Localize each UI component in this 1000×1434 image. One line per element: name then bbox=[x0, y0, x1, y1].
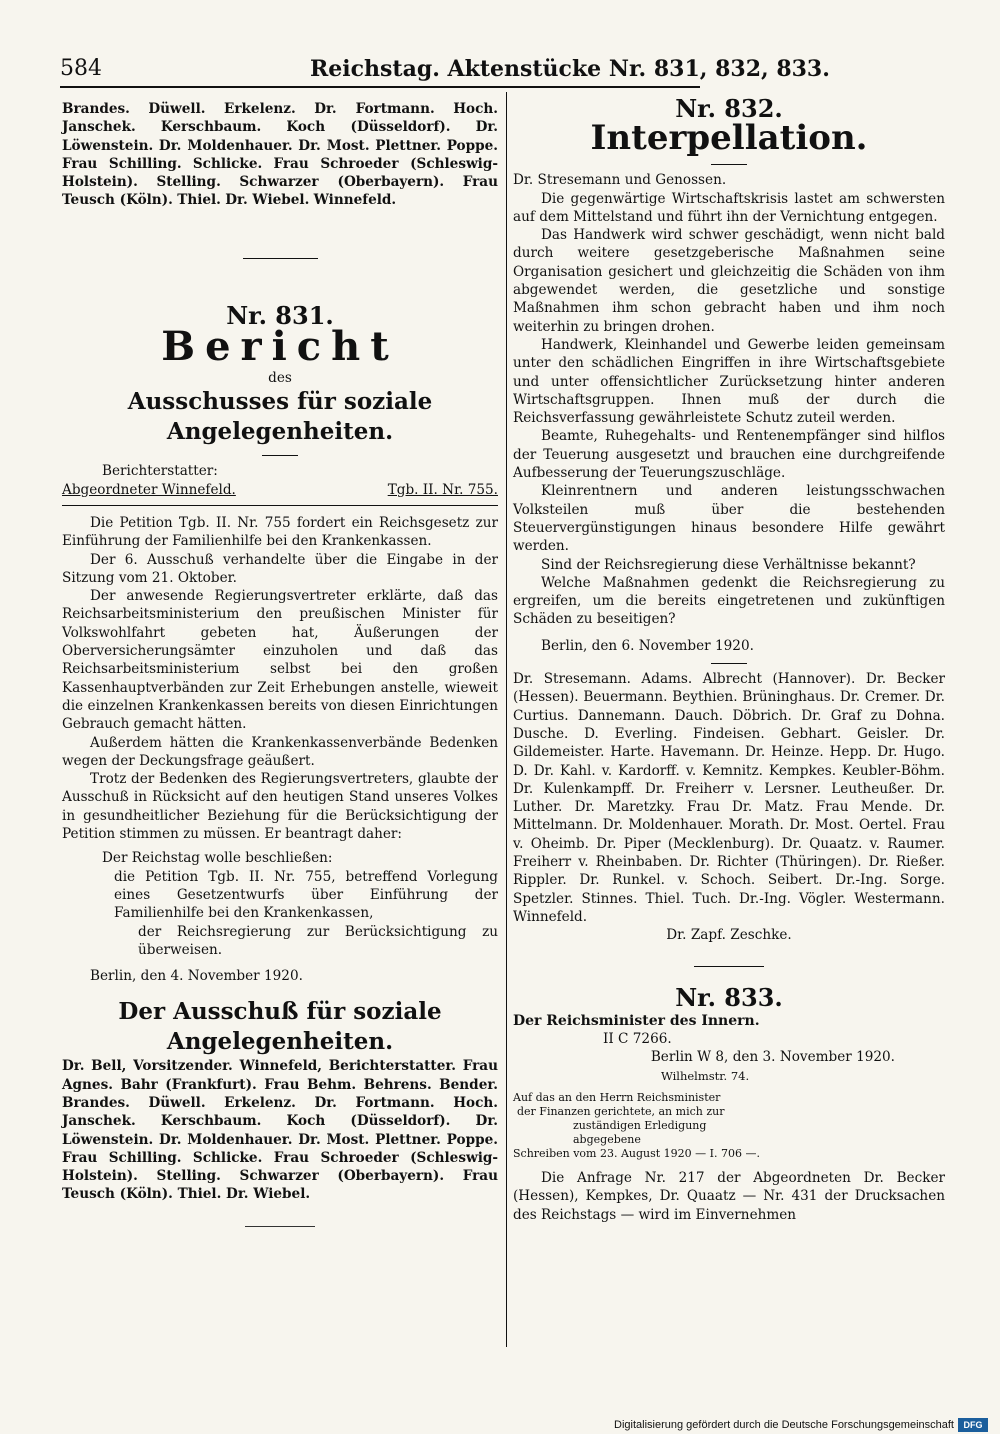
names-top bbox=[62, 100, 498, 210]
date-line: Berlin, den 6. November 1920. bbox=[541, 637, 754, 654]
paragraph: Das Handwerk wird schwer geschädigt, wenn nicht bald durch weitere gesetzgeberische Maßnahmen seine Organisation gesichert und gleichzeitig die Schäden von ihm abgewendet werden, die gesetzliche und sonstige Maßnahmen ihm schon gebracht haben und ihm noch weiterhin zu bringen drohen. bbox=[513, 227, 945, 335]
rapporteur-label: Berichterstatter: bbox=[102, 463, 218, 480]
street-address: Wilhelmstr. 74. bbox=[661, 1068, 750, 1083]
left-column bbox=[62, 100, 498, 1227]
reference-number: Tgb. II. Nr. 755. bbox=[387, 481, 498, 498]
member-name: Dr. Löwenstein. bbox=[62, 119, 499, 154]
member-name: Hoch. bbox=[453, 101, 498, 117]
member-name: Frau Schroeder (Schleswig-Holstein). bbox=[62, 155, 498, 191]
des-label: des bbox=[268, 370, 292, 387]
rapporteur-row bbox=[62, 481, 498, 499]
member-name: Düwell. bbox=[148, 101, 206, 117]
place-date: Berlin W 8, den 3. November 1920. bbox=[650, 1049, 895, 1066]
note-line: Auf das an den Herrn Reichsminister bbox=[513, 1090, 721, 1104]
member-name: Dr. Most. bbox=[298, 137, 370, 154]
member-name: Kerschbaum. bbox=[160, 119, 262, 136]
minister-heading: Der Reichsminister des Innern. bbox=[513, 1012, 760, 1029]
member-name: Dr. Fortmann. bbox=[314, 101, 435, 117]
member-name: Dr. Moldenhauer. bbox=[158, 137, 293, 154]
dfg-logo-icon: DFG bbox=[958, 1418, 988, 1432]
right-column bbox=[513, 94, 945, 1224]
member-name: Koch (Düsseldorf). bbox=[286, 119, 451, 136]
signatories-last: Dr. Zapf. Zeschke. bbox=[666, 927, 792, 944]
member-name: Stelling. bbox=[156, 174, 221, 191]
member-name: Plettner. bbox=[375, 137, 442, 154]
doc-number-831: Nr. 831. bbox=[226, 300, 334, 330]
page-number: 584 bbox=[60, 56, 102, 81]
member-name: Brandes. bbox=[62, 101, 130, 117]
date-line: Berlin, den 4. November 1920. bbox=[90, 968, 303, 985]
member-name: Janschek. bbox=[62, 119, 136, 136]
paragraph: Die Petition Tgb. II. Nr. 755 fordert ein Reichsgesetz zur Einführung der Familienhilfe bei den Krankenkassen. bbox=[62, 514, 498, 550]
paragraph: Der 6. Ausschuß verhandelte über die Eingabe in der Sitzung vom 21. Oktober. bbox=[62, 551, 498, 586]
member-name: Erkelenz. bbox=[223, 101, 296, 117]
paragraph: Sind der Reichsregierung diese Verhältnisse bekannt? bbox=[541, 556, 916, 573]
member-name: Schwarzer (Oberbayern). bbox=[239, 174, 445, 191]
signatories: Dr. Stresemann. Adams. Albrecht (Hannover). Dr. Becker (Hessen). Beuermann. Beythien. Brüninghaus. Dr. Cremer. Dr. Curtius. Dannemann. Dauch. Döbrich. Dr. Graf zu Dohna. Dusche. D. Everling. Findeisen. Gebhart. Geisler. Dr. Gildemeister. Harte. Havemann. Dr. Heinze. Hepp. Dr. Hugo. D. Dr. Kahl. v. Kardorff. v. Kemnitz. Kempkes. Keubler-Böhm. Dr. Kulenkampff. Dr. Freiherr v. Lersner. Leutheußer. Dr. Luther. Dr. Maretzky. Frau Dr. Matz. Frau Mende. Dr. Mittelmann. Dr. Moldenhauer. Morath. Dr. Most. Oertel. Frau v. Oheimb. Dr. Piper (Mecklenburg). Dr. Quaatz. v. Raumer. Freiherr v. Rheinbaben. Dr. Richter (Thüringen). Dr. Rießer. Rippler. Dr. Runkel. v. Schoch. Seibert. Dr.-Ing. Sorge. Spetzler. Stinnes. Thiel. Tuch. Dr.-Ing. Vögler. Westermann. Winnefeld. bbox=[513, 671, 945, 925]
motion-text: der Reichsregierung zur Berücksichtigung zu überweisen. bbox=[138, 923, 498, 958]
note-line: zuständigen Erledigung abgegebene bbox=[573, 1118, 707, 1146]
committee-title: Ausschusses für soziale Angelegenheiten. bbox=[127, 388, 433, 446]
doc-number-832: Nr. 832. bbox=[675, 94, 783, 123]
rapporteur-name: Abgeordneter Winnefeld. bbox=[62, 481, 236, 498]
doc-number-833: Nr. 833. bbox=[675, 983, 783, 1013]
running-title: Reichstag. Aktenstücke Nr. 831, 832, 833. bbox=[310, 56, 830, 82]
paragraph: Kleinrentnern und anderen leistungsschwachen Volksteilen muß über die bestehenden Steuervergünstigungen hinaus besondere Hilfe gewährt werden. bbox=[513, 483, 945, 555]
member-name: Thiel. bbox=[177, 192, 221, 209]
paragraph: Der anwesende Regierungsvertreter erklärte, daß das Reichsarbeitsministerium den preußischen Minister für Volkswohlfahrt gebeten hat, Äußerungen der Oberversicherungsämter einzuholen und daß das Reichsarbeitsministerium selbst bei den großen Kassenhauptverbänden zur Zeit Erhebungen anstelle, wieweit die einzelnen Krankenkassen bereits von diesen Einrichtungen Gebrauch gemacht hätten. bbox=[62, 588, 498, 733]
reference-note bbox=[513, 1091, 768, 1161]
doc-type-bericht: Bericht bbox=[161, 323, 399, 371]
paragraph: Die Anfrage Nr. 217 der Abgeordneten Dr. Becker (Hessen), Kempkes, Dr. Quaatz — Nr. 431 der Drucksachen des Reichstags — wird im Einvernehmen bbox=[513, 1169, 945, 1223]
end-rule bbox=[245, 1226, 315, 1227]
committee-signature: Der Ausschuß für soziale Angelegenheiten. bbox=[118, 998, 442, 1056]
member-name: Poppe. bbox=[446, 137, 499, 154]
footer-text: Digitalisierung gefördert durch die Deutsche Forschungsgemeinschaft bbox=[614, 1419, 954, 1431]
footer bbox=[614, 1418, 988, 1432]
paragraph: Außerdem hätten die Krankenkassenverbände Bedenken wegen der Deckungsfrage geäußert. bbox=[62, 734, 498, 769]
paragraph: Trotz der Bedenken des Regierungsvertreters, glaubte der Ausschuß in Rücksicht auf den heutigen Stand unseres Volkes in gesundheitlicher Beziehung für die Berücksichtigung der Petition stimmen zu müssen. Er beantragt daher: bbox=[62, 771, 498, 843]
motion-text: die Petition Tgb. II. Nr. 755, betreffend Vorlegung eines Gesetzentwurfs über Einführung der Familienhilfe bei den Krankenkassen, bbox=[114, 868, 498, 922]
member-name: Winnefeld. bbox=[313, 192, 397, 209]
page-header bbox=[60, 50, 1000, 90]
author-line: Dr. Stresemann und Genossen. bbox=[513, 172, 727, 189]
member-name: Dr. Wiebel. bbox=[225, 192, 310, 209]
committee-members: Dr. Bell, Vorsitzender. Winnefeld, Berichterstatter. Frau Agnes. Bahr (Frankfurt). Frau Behm. Behrens. Bender. Brandes. Düwell. Erkelenz. Dr. Fortmann. Hoch. Janschek. Kerschbaum. Koch (Düsseldorf). Dr. Löwenstein. Dr. Moldenhauer. Dr. Most. Plettner. Poppe. Frau Schilling. Schlicke. Frau Schroeder (Schleswig-Holstein). Stelling. Schwarzer (Oberbayern). Frau Teusch (Köln). Thiel. Dr. Wiebel. bbox=[62, 1058, 498, 1203]
paragraph: Die gegenwärtige Wirtschaftskrisis lastet am schwersten auf dem Mittelstand und führt ihn der Vernichtung entgegen. bbox=[513, 190, 945, 225]
note-line: Schreiben vom 23. August 1920 — I. 706 —. bbox=[513, 1146, 760, 1160]
note-line: der Finanzen gerichtete, an mich zur bbox=[517, 1104, 725, 1118]
paragraph: Beamte, Ruhegehalts- und Rentenempfänger sind hilflos der Teuerung ausgesetzt und brauchen eine durchgreifende Aufbesserung der Teuerungszuschläge. bbox=[513, 428, 945, 482]
paragraph: Welche Maßnahmen gedenkt die Reichsregierung zu ergreifen, um die bereits eingetretenen und zukünftigen Schäden zu beseitigen? bbox=[513, 574, 945, 628]
column-divider bbox=[506, 92, 507, 1347]
member-name: Frau Teusch (Köln). bbox=[62, 174, 498, 209]
header-rule bbox=[60, 86, 700, 88]
member-name: Schlicke. bbox=[192, 155, 263, 172]
ref-number: II C 7266. bbox=[603, 1031, 672, 1048]
motion-intro: Der Reichstag wolle beschließen: bbox=[102, 850, 333, 867]
member-name: Frau Schilling. bbox=[62, 155, 182, 172]
paragraph: Handwerk, Kleinhandel und Gewerbe leiden gemeinsam unter den schädlichen Eingriffen in ihre Wirtschaftsgebiete und unter offensichtlicher Zurücksetzung hinter anderen Wirtschaftsgruppen. Ihnen muß der durch die Reichsverfassung gewährleistete Schutz zuteil werden. bbox=[513, 336, 945, 427]
doc-type-interpellation: Interpellation. bbox=[590, 118, 868, 159]
